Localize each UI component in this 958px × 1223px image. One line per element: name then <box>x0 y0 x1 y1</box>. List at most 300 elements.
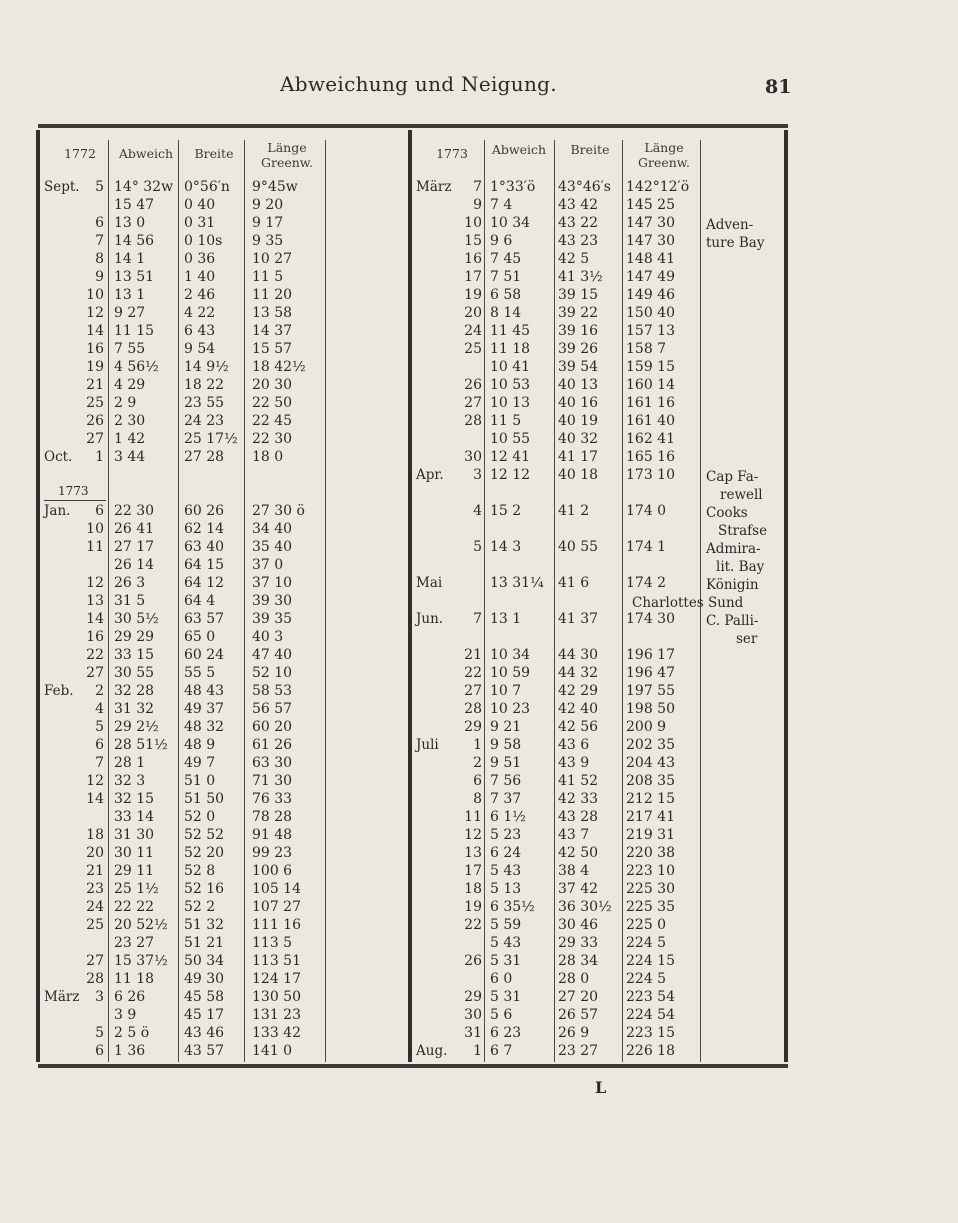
breite-cell: 48 9 <box>184 737 216 753</box>
breite-cell: 43 28 <box>558 809 599 825</box>
note-cap-1: Cap Fa- <box>706 469 759 485</box>
left-sep-abweich <box>178 140 179 1062</box>
abweich-cell: 12 12 <box>490 467 531 483</box>
abweich-cell: 28 1 <box>114 755 146 771</box>
abweich-cell: 30 55 <box>114 665 155 681</box>
abweich-cell: 5 13 <box>490 881 522 897</box>
day-cell: 8 <box>95 251 104 267</box>
abweich-cell: 5 43 <box>490 935 522 951</box>
right-head-laenge-line2: Greenw. <box>638 155 690 170</box>
abweich-cell: 1 42 <box>114 431 146 447</box>
day-cell: 16 <box>86 341 104 357</box>
day-cell: 30 <box>464 449 482 465</box>
breite-cell: 40 18 <box>558 467 599 483</box>
breite-cell: 23 27 <box>558 1043 599 1059</box>
right-head-breite: Breite <box>570 142 610 157</box>
laenge-cell: 142°12′ö <box>626 179 690 195</box>
laenge-cell: 133 42 <box>252 1025 301 1041</box>
day-cell: 4 <box>95 701 104 717</box>
abweich-cell: 20 52½ <box>114 917 168 933</box>
laenge-cell: 18 0 <box>252 449 284 465</box>
laenge-cell: 219 31 <box>626 827 675 843</box>
day-cell: 29 <box>464 719 482 735</box>
day-cell: 6 <box>95 215 104 231</box>
abweich-cell: 6 35½ <box>490 899 535 915</box>
laenge-cell: 39 30 <box>252 593 293 609</box>
laenge-cell: 224 5 <box>626 971 667 987</box>
laenge-cell: 111 16 <box>252 917 301 933</box>
breite-cell: 43 57 <box>184 1043 225 1059</box>
abweich-cell: 11 18 <box>490 341 531 357</box>
right-head-date: 1773 <box>436 146 468 161</box>
breite-cell: 41 6 <box>558 575 590 591</box>
abweich-cell: 7 56 <box>490 773 522 789</box>
laenge-cell: 37 0 <box>252 557 284 573</box>
laenge-cell: 22 30 <box>252 431 293 447</box>
day-cell: 7 <box>473 611 482 627</box>
breite-cell: 26 57 <box>558 1007 599 1023</box>
laenge-cell: 147 30 <box>626 215 675 231</box>
abweich-cell: 2 5 ö <box>114 1025 150 1041</box>
day-cell: 17 <box>464 269 482 285</box>
day-cell: 22 <box>464 917 482 933</box>
day-cell: 31 <box>464 1025 482 1041</box>
breite-cell: 0 31 <box>184 215 216 231</box>
breite-cell: 52 2 <box>184 899 216 915</box>
abweich-cell: 13 31¼ <box>490 575 544 591</box>
laenge-cell: 56 57 <box>252 701 293 717</box>
left-sep-laenge <box>325 140 326 1062</box>
abweich-cell: 29 11 <box>114 863 155 879</box>
laenge-cell: 174 0 <box>626 503 667 519</box>
breite-cell: 41 37 <box>558 611 599 627</box>
abweich-cell: 9 51 <box>490 755 522 771</box>
laenge-cell: 11 5 <box>252 269 284 285</box>
abweich-cell: 29 29 <box>114 629 155 645</box>
abweich-cell: 7 51 <box>490 269 522 285</box>
laenge-cell: 174 2 <box>626 575 667 591</box>
day-cell: 19 <box>464 899 482 915</box>
day-cell: 11 <box>464 809 482 825</box>
right-sep-breite <box>622 140 623 1062</box>
breite-cell: 52 0 <box>184 809 216 825</box>
right-sep-date <box>484 140 485 1062</box>
right-head-abweich: Abweich <box>491 142 547 157</box>
day-cell: 23 <box>86 881 104 897</box>
laenge-cell: 217 41 <box>626 809 675 825</box>
breite-cell: 51 32 <box>184 917 225 933</box>
laenge-cell: 159 15 <box>626 359 675 375</box>
day-cell: 19 <box>86 359 104 375</box>
month-cell: Feb. <box>44 683 74 699</box>
breite-cell: 44 32 <box>558 665 599 681</box>
abweich-cell: 6 26 <box>114 989 146 1005</box>
laenge-cell: 225 0 <box>626 917 667 933</box>
laenge-cell: 223 10 <box>626 863 675 879</box>
breite-cell: 63 40 <box>184 539 225 555</box>
left-head-breite: Breite <box>194 146 234 161</box>
left-head-laenge-line2: Greenw. <box>261 155 313 170</box>
laenge-cell: 27 30 ö <box>252 503 305 519</box>
month-cell: Jan. <box>44 503 71 519</box>
abweich-cell: 10 7 <box>490 683 522 699</box>
note-admira-1: Admira- <box>706 541 761 557</box>
day-cell: 29 <box>464 989 482 1005</box>
breite-cell: 4 22 <box>184 305 216 321</box>
laenge-cell: 22 45 <box>252 413 293 429</box>
abweich-cell: 7 45 <box>490 251 522 267</box>
abweich-cell: 30 5½ <box>114 611 159 627</box>
day-cell: 4 <box>473 503 482 519</box>
abweich-cell: 4 29 <box>114 377 146 393</box>
abweich-cell: 3 44 <box>114 449 146 465</box>
laenge-cell: 130 50 <box>252 989 301 1005</box>
breite-cell: 43 23 <box>558 233 599 249</box>
laenge-cell: 124 17 <box>252 971 301 987</box>
laenge-cell: 9 20 <box>252 197 284 213</box>
day-cell: 16 <box>86 629 104 645</box>
day-cell: 28 <box>464 701 482 717</box>
breite-cell: 39 26 <box>558 341 599 357</box>
day-cell: 5 <box>95 719 104 735</box>
day-cell: 1 <box>473 737 482 753</box>
laenge-cell: 212 15 <box>626 791 675 807</box>
abweich-cell: 15 2 <box>490 503 522 519</box>
right-sep-abweich <box>554 140 555 1062</box>
laenge-cell: 10 27 <box>252 251 293 267</box>
laenge-cell: 149 46 <box>626 287 675 303</box>
abweich-cell: 13 0 <box>114 215 146 231</box>
abweich-cell: 7 55 <box>114 341 146 357</box>
abweich-cell: 2 9 <box>114 395 137 411</box>
day-cell: 26 <box>464 377 482 393</box>
laenge-cell: 47 40 <box>252 647 293 663</box>
breite-cell: 9 54 <box>184 341 216 357</box>
month-cell: Mai <box>416 575 443 591</box>
laenge-cell: 20 30 <box>252 377 293 393</box>
abweich-cell: 10 23 <box>490 701 531 717</box>
month-cell: Sept. <box>44 179 80 195</box>
day-cell: 21 <box>464 647 482 663</box>
breite-cell: 42 50 <box>558 845 599 861</box>
laenge-cell: 14 37 <box>252 323 293 339</box>
breite-cell: 42 5 <box>558 251 590 267</box>
month-cell: März <box>416 179 452 195</box>
laenge-cell: 99 23 <box>252 845 293 861</box>
day-cell: 6 <box>473 773 482 789</box>
breite-cell: 43 42 <box>558 197 599 213</box>
breite-cell: 49 37 <box>184 701 225 717</box>
abweich-cell: 11 15 <box>114 323 155 339</box>
day-cell: 14 <box>86 611 104 627</box>
laenge-cell: 226 18 <box>626 1043 675 1059</box>
laenge-cell: 22 50 <box>252 395 293 411</box>
breite-cell: 50 34 <box>184 953 225 969</box>
abweich-cell: 6 0 <box>490 971 513 987</box>
breite-cell: 39 15 <box>558 287 599 303</box>
note-koenigin: Königin <box>706 577 759 593</box>
breite-cell: 40 19 <box>558 413 599 429</box>
breite-cell: 52 52 <box>184 827 225 843</box>
laenge-cell: 200 9 <box>626 719 667 735</box>
day-cell: 12 <box>86 305 104 321</box>
breite-cell: 51 0 <box>184 773 216 789</box>
abweich-cell: 5 6 <box>490 1007 513 1023</box>
breite-cell: 38 4 <box>558 863 590 879</box>
day-cell: 5 <box>95 179 104 195</box>
top-rule <box>38 124 788 128</box>
day-cell: 6 <box>95 737 104 753</box>
note-palli-1: C. Palli- <box>706 613 759 629</box>
abweich-cell: 32 15 <box>114 791 155 807</box>
breite-cell: 36 30½ <box>558 899 612 915</box>
breite-cell: 43 7 <box>558 827 590 843</box>
laenge-cell: 37 10 <box>252 575 293 591</box>
laenge-cell: 223 15 <box>626 1025 675 1041</box>
abweich-cell: 5 59 <box>490 917 522 933</box>
day-cell: 12 <box>464 827 482 843</box>
abweich-cell: 26 3 <box>114 575 146 591</box>
abweich-cell: 12 41 <box>490 449 531 465</box>
abweich-cell: 4 56½ <box>114 359 159 375</box>
breite-cell: 51 50 <box>184 791 225 807</box>
laenge-cell: 131 23 <box>252 1007 301 1023</box>
day-cell: 28 <box>464 413 482 429</box>
day-cell: 6 <box>95 1043 104 1059</box>
laenge-cell: 9°45w <box>252 179 298 195</box>
day-cell: 3 <box>473 467 482 483</box>
breite-cell: 48 32 <box>184 719 225 735</box>
abweich-cell: 5 43 <box>490 863 522 879</box>
day-cell: 5 <box>95 1025 104 1041</box>
breite-cell: 43 46 <box>184 1025 225 1041</box>
abweich-cell: 30 11 <box>114 845 155 861</box>
laenge-cell: 107 27 <box>252 899 301 915</box>
left-sep-breite <box>244 140 245 1062</box>
laenge-cell: 225 35 <box>626 899 675 915</box>
note-adventure-2: ture Bay <box>706 235 765 251</box>
breite-cell: 43 6 <box>558 737 590 753</box>
month-cell: März <box>44 989 80 1005</box>
abweich-cell: 10 34 <box>490 215 531 231</box>
month-cell: Apr. <box>416 467 444 483</box>
breite-cell: 60 26 <box>184 503 225 519</box>
laenge-cell: 113 5 <box>252 935 293 951</box>
abweich-cell: 10 41 <box>490 359 531 375</box>
laenge-cell: 9 17 <box>252 215 284 231</box>
laenge-cell: 223 54 <box>626 989 675 1005</box>
laenge-cell: 13 58 <box>252 305 293 321</box>
laenge-cell: 147 49 <box>626 269 675 285</box>
abweich-cell: 14° 32w <box>114 179 174 195</box>
breite-cell: 0 10s <box>184 233 223 249</box>
breite-cell: 43 22 <box>558 215 599 231</box>
day-cell: 12 <box>86 575 104 591</box>
breite-cell: 42 56 <box>558 719 599 735</box>
breite-cell: 41 3½ <box>558 269 603 285</box>
abweich-cell: 31 5 <box>114 593 146 609</box>
laenge-cell: 196 47 <box>626 665 675 681</box>
abweich-cell: 6 1½ <box>490 809 526 825</box>
breite-cell: 18 22 <box>184 377 225 393</box>
laenge-cell: 147 30 <box>626 233 675 249</box>
breite-cell: 42 40 <box>558 701 599 717</box>
day-cell: 27 <box>86 953 104 969</box>
abweich-cell: 9 21 <box>490 719 522 735</box>
laenge-cell: 225 30 <box>626 881 675 897</box>
laenge-cell: 174 1 <box>626 539 667 555</box>
day-cell: 20 <box>86 845 104 861</box>
laenge-cell: 198 50 <box>626 701 675 717</box>
laenge-cell: 174 30 <box>626 611 675 627</box>
day-cell: 27 <box>86 431 104 447</box>
breite-cell: 39 54 <box>558 359 599 375</box>
day-cell: 20 <box>464 305 482 321</box>
laenge-cell: 161 16 <box>626 395 675 411</box>
abweich-cell: 13 51 <box>114 269 155 285</box>
laenge-cell: 145 25 <box>626 197 675 213</box>
abweich-cell: 15 37½ <box>114 953 168 969</box>
abweich-cell: 33 15 <box>114 647 155 663</box>
breite-cell: 63 57 <box>184 611 225 627</box>
year-underline <box>44 500 106 501</box>
running-head: Abweichung und Neigung. <box>280 72 557 96</box>
breite-cell: 64 4 <box>184 593 216 609</box>
abweich-cell: 9 58 <box>490 737 522 753</box>
laenge-cell: 91 48 <box>252 827 293 843</box>
laenge-cell: 11 20 <box>252 287 293 303</box>
breite-cell: 43 9 <box>558 755 590 771</box>
signature-mark: L <box>595 1078 607 1097</box>
abweich-cell: 14 3 <box>490 539 522 555</box>
breite-cell: 52 8 <box>184 863 216 879</box>
day-cell: 11 <box>86 539 104 555</box>
abweich-cell: 10 53 <box>490 377 531 393</box>
day-cell: 15 <box>464 233 482 249</box>
laenge-cell: 157 13 <box>626 323 675 339</box>
breite-cell: 41 17 <box>558 449 599 465</box>
abweich-cell: 13 1 <box>490 611 522 627</box>
laenge-cell: 162 41 <box>626 431 675 447</box>
breite-cell: 60 24 <box>184 647 225 663</box>
laenge-cell: 204 43 <box>626 755 675 771</box>
breite-cell: 0 40 <box>184 197 216 213</box>
day-cell: 21 <box>86 863 104 879</box>
laenge-cell: 63 30 <box>252 755 293 771</box>
abweich-cell: 14 1 <box>114 251 146 267</box>
breite-cell: 28 34 <box>558 953 599 969</box>
note-cooks-1: Cooks <box>706 505 748 521</box>
abweich-cell: 31 30 <box>114 827 155 843</box>
laenge-cell: 148 41 <box>626 251 675 267</box>
month-cell: Aug. <box>416 1043 448 1059</box>
right-outer-border <box>784 130 788 1062</box>
abweich-cell: 23 27 <box>114 935 155 951</box>
abweich-cell: 3 9 <box>114 1007 137 1023</box>
breite-cell: 27 28 <box>184 449 225 465</box>
abweich-cell: 26 14 <box>114 557 155 573</box>
laenge-cell: 220 38 <box>626 845 675 861</box>
abweich-cell: 22 22 <box>114 899 155 915</box>
breite-cell: 39 16 <box>558 323 599 339</box>
breite-cell: 40 32 <box>558 431 599 447</box>
breite-cell: 14 9½ <box>184 359 229 375</box>
breite-cell: 49 30 <box>184 971 225 987</box>
breite-cell: 64 15 <box>184 557 225 573</box>
abweich-cell: 6 23 <box>490 1025 522 1041</box>
laenge-cell: 202 35 <box>626 737 675 753</box>
day-cell: 28 <box>86 971 104 987</box>
day-cell: 9 <box>473 197 482 213</box>
abweich-cell: 13 1 <box>114 287 146 303</box>
day-cell: 17 <box>464 863 482 879</box>
right-head-laenge-line1: Länge <box>644 140 684 155</box>
abweich-cell: 6 24 <box>490 845 522 861</box>
laenge-cell: 113 51 <box>252 953 301 969</box>
breite-cell: 45 17 <box>184 1007 225 1023</box>
abweich-cell: 6 7 <box>490 1043 513 1059</box>
breite-cell: 45 58 <box>184 989 225 1005</box>
abweich-cell: 9 27 <box>114 305 146 321</box>
abweich-cell: 31 32 <box>114 701 155 717</box>
day-cell: 18 <box>464 881 482 897</box>
abweich-cell: 9 6 <box>490 233 513 249</box>
abweich-cell: 8 14 <box>490 305 522 321</box>
breite-cell: 24 23 <box>184 413 225 429</box>
laenge-cell: 150 40 <box>626 305 675 321</box>
abweich-cell: 7 4 <box>490 197 513 213</box>
abweich-cell: 11 5 <box>490 413 522 429</box>
breite-cell: 41 52 <box>558 773 599 789</box>
breite-cell: 39 22 <box>558 305 599 321</box>
note-charlottes: Charlottes Sund <box>632 595 744 611</box>
laenge-cell: 141 0 <box>252 1043 293 1059</box>
breite-cell: 26 9 <box>558 1025 590 1041</box>
left-head-date: 1772 <box>64 146 96 161</box>
abweich-cell: 29 2½ <box>114 719 159 735</box>
note-adventure-1: Adven- <box>706 217 754 233</box>
breite-cell: 40 16 <box>558 395 599 411</box>
abweich-cell: 33 14 <box>114 809 155 825</box>
breite-cell: 52 16 <box>184 881 225 897</box>
bottom-rule <box>38 1064 788 1068</box>
day-cell: 21 <box>86 377 104 393</box>
abweich-cell: 1 36 <box>114 1043 146 1059</box>
day-cell: 22 <box>86 647 104 663</box>
laenge-cell: 52 10 <box>252 665 293 681</box>
breite-cell: 51 21 <box>184 935 225 951</box>
day-cell: 14 <box>86 791 104 807</box>
breite-cell: 37 42 <box>558 881 599 897</box>
day-cell: 16 <box>464 251 482 267</box>
day-cell: 10 <box>464 215 482 231</box>
abweich-cell: 7 37 <box>490 791 522 807</box>
left-outer-border <box>36 130 40 1062</box>
left-head-laenge-line1: Länge <box>267 140 307 155</box>
day-cell: 2 <box>473 755 482 771</box>
laenge-cell: 158 7 <box>626 341 667 357</box>
month-cell: Jun. <box>416 611 444 627</box>
day-cell: 25 <box>464 341 482 357</box>
day-cell: 7 <box>473 179 482 195</box>
breite-cell: 28 0 <box>558 971 590 987</box>
laenge-cell: 60 20 <box>252 719 293 735</box>
breite-cell: 48 43 <box>184 683 225 699</box>
abweich-cell: 10 34 <box>490 647 531 663</box>
breite-cell: 44 30 <box>558 647 599 663</box>
left-head-laenge <box>252 140 322 170</box>
day-cell: 27 <box>464 683 482 699</box>
